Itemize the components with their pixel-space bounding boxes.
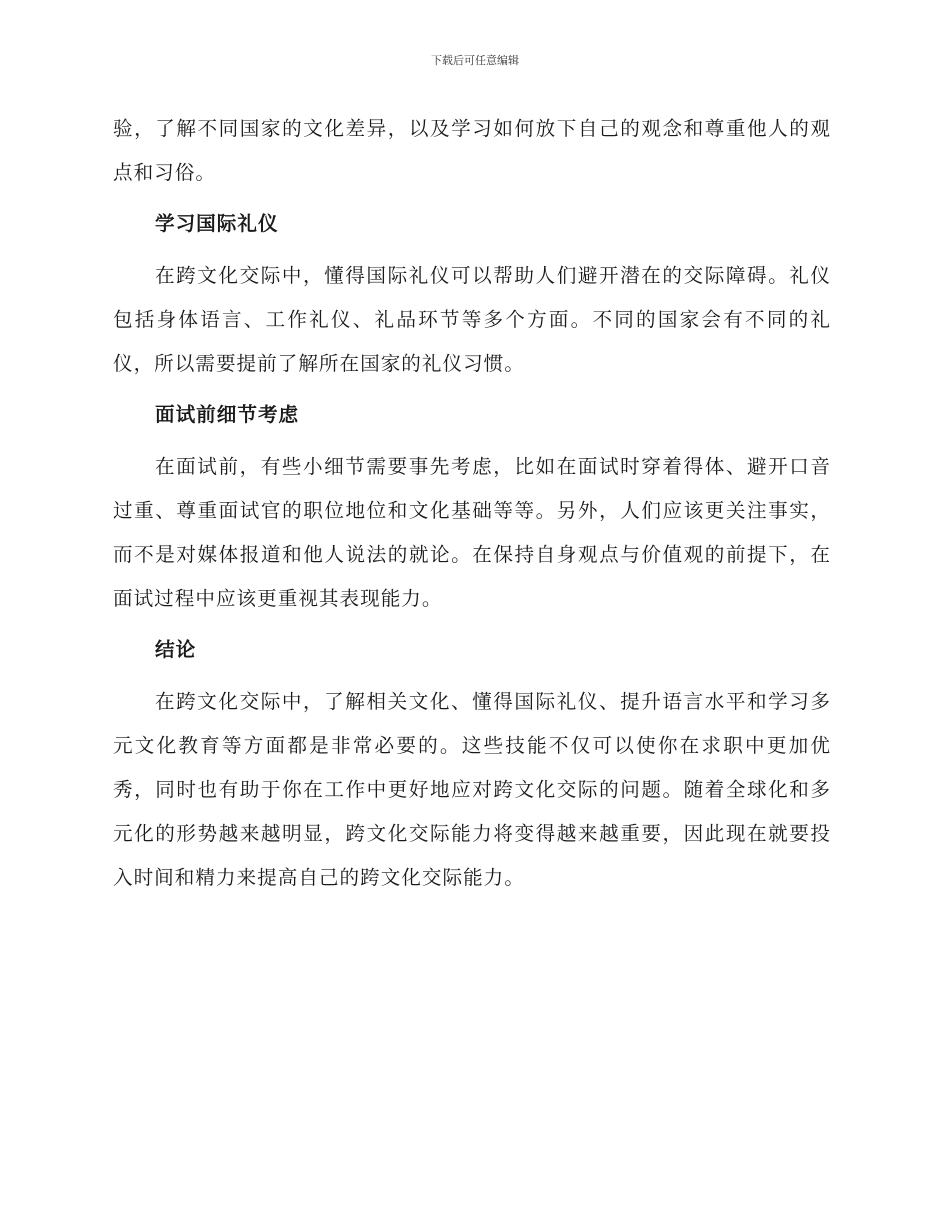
section-heading-interview: 面试前细节考虑 [155, 403, 300, 426]
section-heading-etiquette: 学习国际礼仪 [155, 212, 279, 235]
paragraph-interview: 在面试前，有些小细节需要事先考虑，比如在面试时穿着得体、避开口音过重、尊重面试官的职位地位和文化基础等等。另外，人们应该更关注事实，而不是对媒体报道和他人说法的就论。在保持自身观点与价值观的前提下，在面试过程中应该更重视其表现能力。 [113, 455, 831, 610]
section-heading-conclusion: 结论 [155, 638, 197, 661]
document-body [113, 107, 831, 900]
page-header-note: 下载后可任意编辑 [431, 54, 519, 67]
paragraph-etiquette: 在跨文化交际中，懂得国际礼仪可以帮助人们避开潜在的交际障碍。礼仪包括身体语言、工作礼仪、礼品环节等多个方面。不同的国家会有不同的礼仪，所以需要提前了解所在国家的礼仪习惯。 [113, 264, 831, 375]
paragraph-continued: 验，了解不同国家的文化差异，以及学习如何放下自己的观念和尊重他人的观点和习俗。 [113, 117, 831, 184]
paragraph-conclusion: 在跨文化交际中，了解相关文化、懂得国际礼仪、提升语言水平和学习多元文化教育等方面都是非常必要的。这些技能不仅可以使你在求职中更加优秀，同时也有助于你在工作中更好地应对跨文化交际的问题。随着全球化和多元化的形势越来越明显，跨文化交际能力将变得越来越重要，因此现在就要投入时间和精力来提高自己的跨文化交际能力。 [113, 690, 831, 889]
